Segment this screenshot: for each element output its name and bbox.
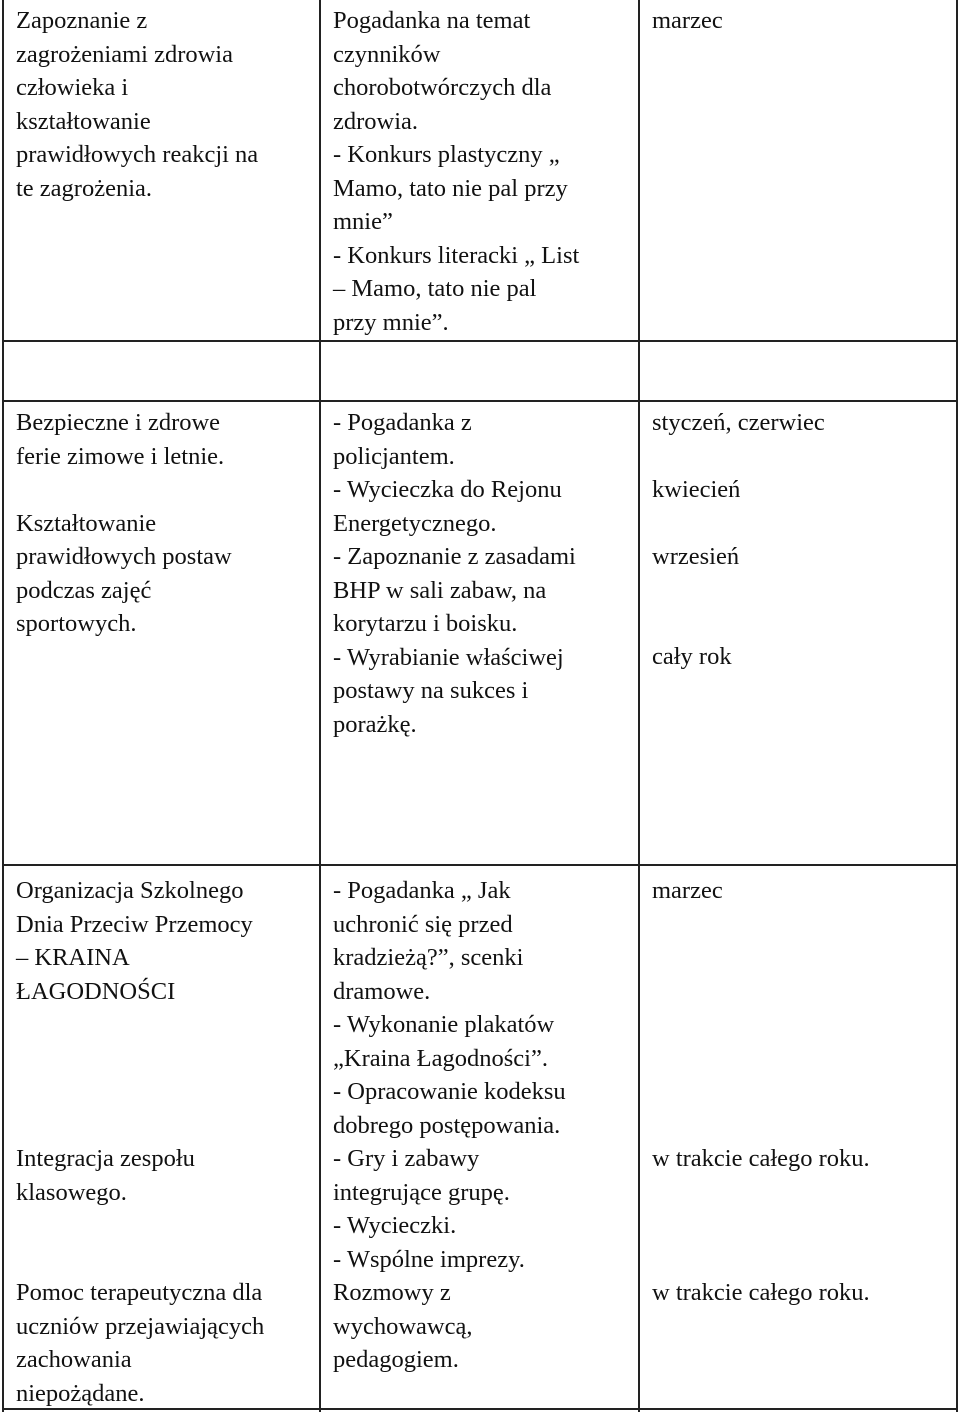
text-line: wrzesień <box>652 543 740 570</box>
text-line: Kształtowanie <box>16 509 157 537</box>
text-line: - Gry i zabawy <box>333 1145 480 1172</box>
row3-term-cell-c <box>652 1276 870 1310</box>
text-line: - Wyrabianie właściwej <box>333 643 564 671</box>
text-line: Energetycznego. <box>333 509 497 537</box>
text-line: klasowego. <box>16 1178 127 1206</box>
text-line: – KRAINA <box>16 944 130 971</box>
text-line: mnie” <box>333 208 393 235</box>
text-line: zagrożeniami zdrowia <box>16 40 233 68</box>
text-line: - Zapoznanie z zasadami <box>333 543 576 570</box>
text-line: „Kraina Łagodności”. <box>333 1044 548 1072</box>
row3-activities-cell-c <box>333 1276 472 1377</box>
table-border-right <box>956 0 958 1412</box>
text-line: ferie zimowe i letnie. <box>16 442 225 470</box>
text-line: policjantem. <box>333 442 455 470</box>
text-line: - Wycieczki. <box>333 1212 457 1239</box>
text-line: marzec <box>652 7 723 34</box>
spacer <box>16 473 232 507</box>
text-line: - Pogadanka z <box>333 409 472 436</box>
text-line: Organizacja Szkolnego <box>16 877 244 904</box>
text-line: - Konkurs literacki „ List <box>333 241 580 269</box>
text-line: Pogadanka na temat <box>333 7 531 34</box>
text-line: – Mamo, tato nie pal <box>333 275 537 302</box>
text-line: - Opracowanie kodeksu <box>333 1078 566 1105</box>
row1-activities-cell <box>333 4 579 339</box>
text-line: Dnia Przeciw Przemocy <box>16 910 253 938</box>
text-line: Mamo, tato nie pal przy <box>333 174 568 202</box>
text-line: prawidłowych reakcji na <box>16 141 259 168</box>
text-line: Rozmowy z <box>333 1279 451 1306</box>
text-line: prawidłowych postaw <box>16 543 232 570</box>
text-line: podczas zajęć <box>16 576 152 604</box>
row2-term-cell <box>652 406 825 673</box>
row2-goal-cell <box>16 406 232 641</box>
text-line: styczeń, czerwiec <box>652 409 825 436</box>
text-line: zdrowia. <box>333 107 419 135</box>
text-line: przy mnie”. <box>333 308 449 336</box>
text-line: kwiecień <box>652 476 741 503</box>
row3-term-cell-a <box>652 874 723 908</box>
table-divider-col2 <box>638 0 640 1412</box>
row3-goal-cell-a <box>16 874 253 1008</box>
text-line: - Wykonanie plakatów <box>333 1011 555 1038</box>
text-line: uczniów przejawiających <box>16 1312 265 1340</box>
text-line: niepożądane. <box>16 1379 145 1407</box>
row1-goal-cell <box>16 4 258 205</box>
text-line: BHP w sali zabaw, na <box>333 576 547 604</box>
text-line: chorobotwórczych dla <box>333 74 552 101</box>
text-line: - Pogadanka „ Jak <box>333 877 511 904</box>
text-line: marzec <box>652 877 723 904</box>
row3-goal-cell-b <box>16 1142 195 1209</box>
table-divider-col1 <box>319 0 321 1412</box>
text-line: w trakcie całego roku. <box>652 1145 870 1172</box>
text-line: cały rok <box>652 642 732 670</box>
text-line: porażkę. <box>333 710 417 738</box>
text-line: zachowania <box>16 1346 132 1373</box>
text-line: integrujące grupę. <box>333 1178 510 1206</box>
text-line: Bezpieczne i zdrowe <box>16 409 221 436</box>
row3-term-cell-b <box>652 1142 870 1176</box>
text-line: - Konkurs plastyczny „ <box>333 141 560 168</box>
text-line: uchronić się przed <box>333 910 513 938</box>
text-line: czynników <box>333 40 441 68</box>
row3-activities-cell-a <box>333 874 566 1142</box>
text-line: dramowe. <box>333 977 431 1005</box>
text-line: Zapoznanie z <box>16 7 148 34</box>
row3-goal-cell-c <box>16 1276 264 1410</box>
text-line: postawy na sukces i <box>333 677 529 704</box>
text-line: kradzieżą?”, scenki <box>333 944 524 971</box>
text-line: te zagrożenia. <box>16 174 153 202</box>
row3-activities-cell-b <box>333 1142 525 1276</box>
text-line: dobrego postępowania. <box>333 1111 561 1139</box>
text-line: - Wycieczka do Rejonu <box>333 476 562 503</box>
text-line: kształtowanie <box>16 107 151 135</box>
text-line: Pomoc terapeutyczna dla <box>16 1279 263 1306</box>
text-line: człowieka i <box>16 74 129 101</box>
text-line: sportowych. <box>16 610 137 637</box>
table-border-left <box>2 0 4 1412</box>
text-line: pedagogiem. <box>333 1346 459 1373</box>
text-line: w trakcie całego roku. <box>652 1279 870 1306</box>
row-divider-1 <box>2 340 958 342</box>
text-line: - Wspólne imprezy. <box>333 1245 525 1273</box>
row2-activities-cell <box>333 406 576 741</box>
row-divider-2 <box>2 400 958 402</box>
text-line: Integracja zespołu <box>16 1145 195 1172</box>
row1-term-cell <box>652 4 723 38</box>
text-line: wychowawcą, <box>333 1312 473 1340</box>
row-divider-3 <box>2 864 958 866</box>
text-line: ŁAGODNOŚCI <box>16 977 176 1005</box>
text-line: korytarzu i boisku. <box>333 610 518 637</box>
